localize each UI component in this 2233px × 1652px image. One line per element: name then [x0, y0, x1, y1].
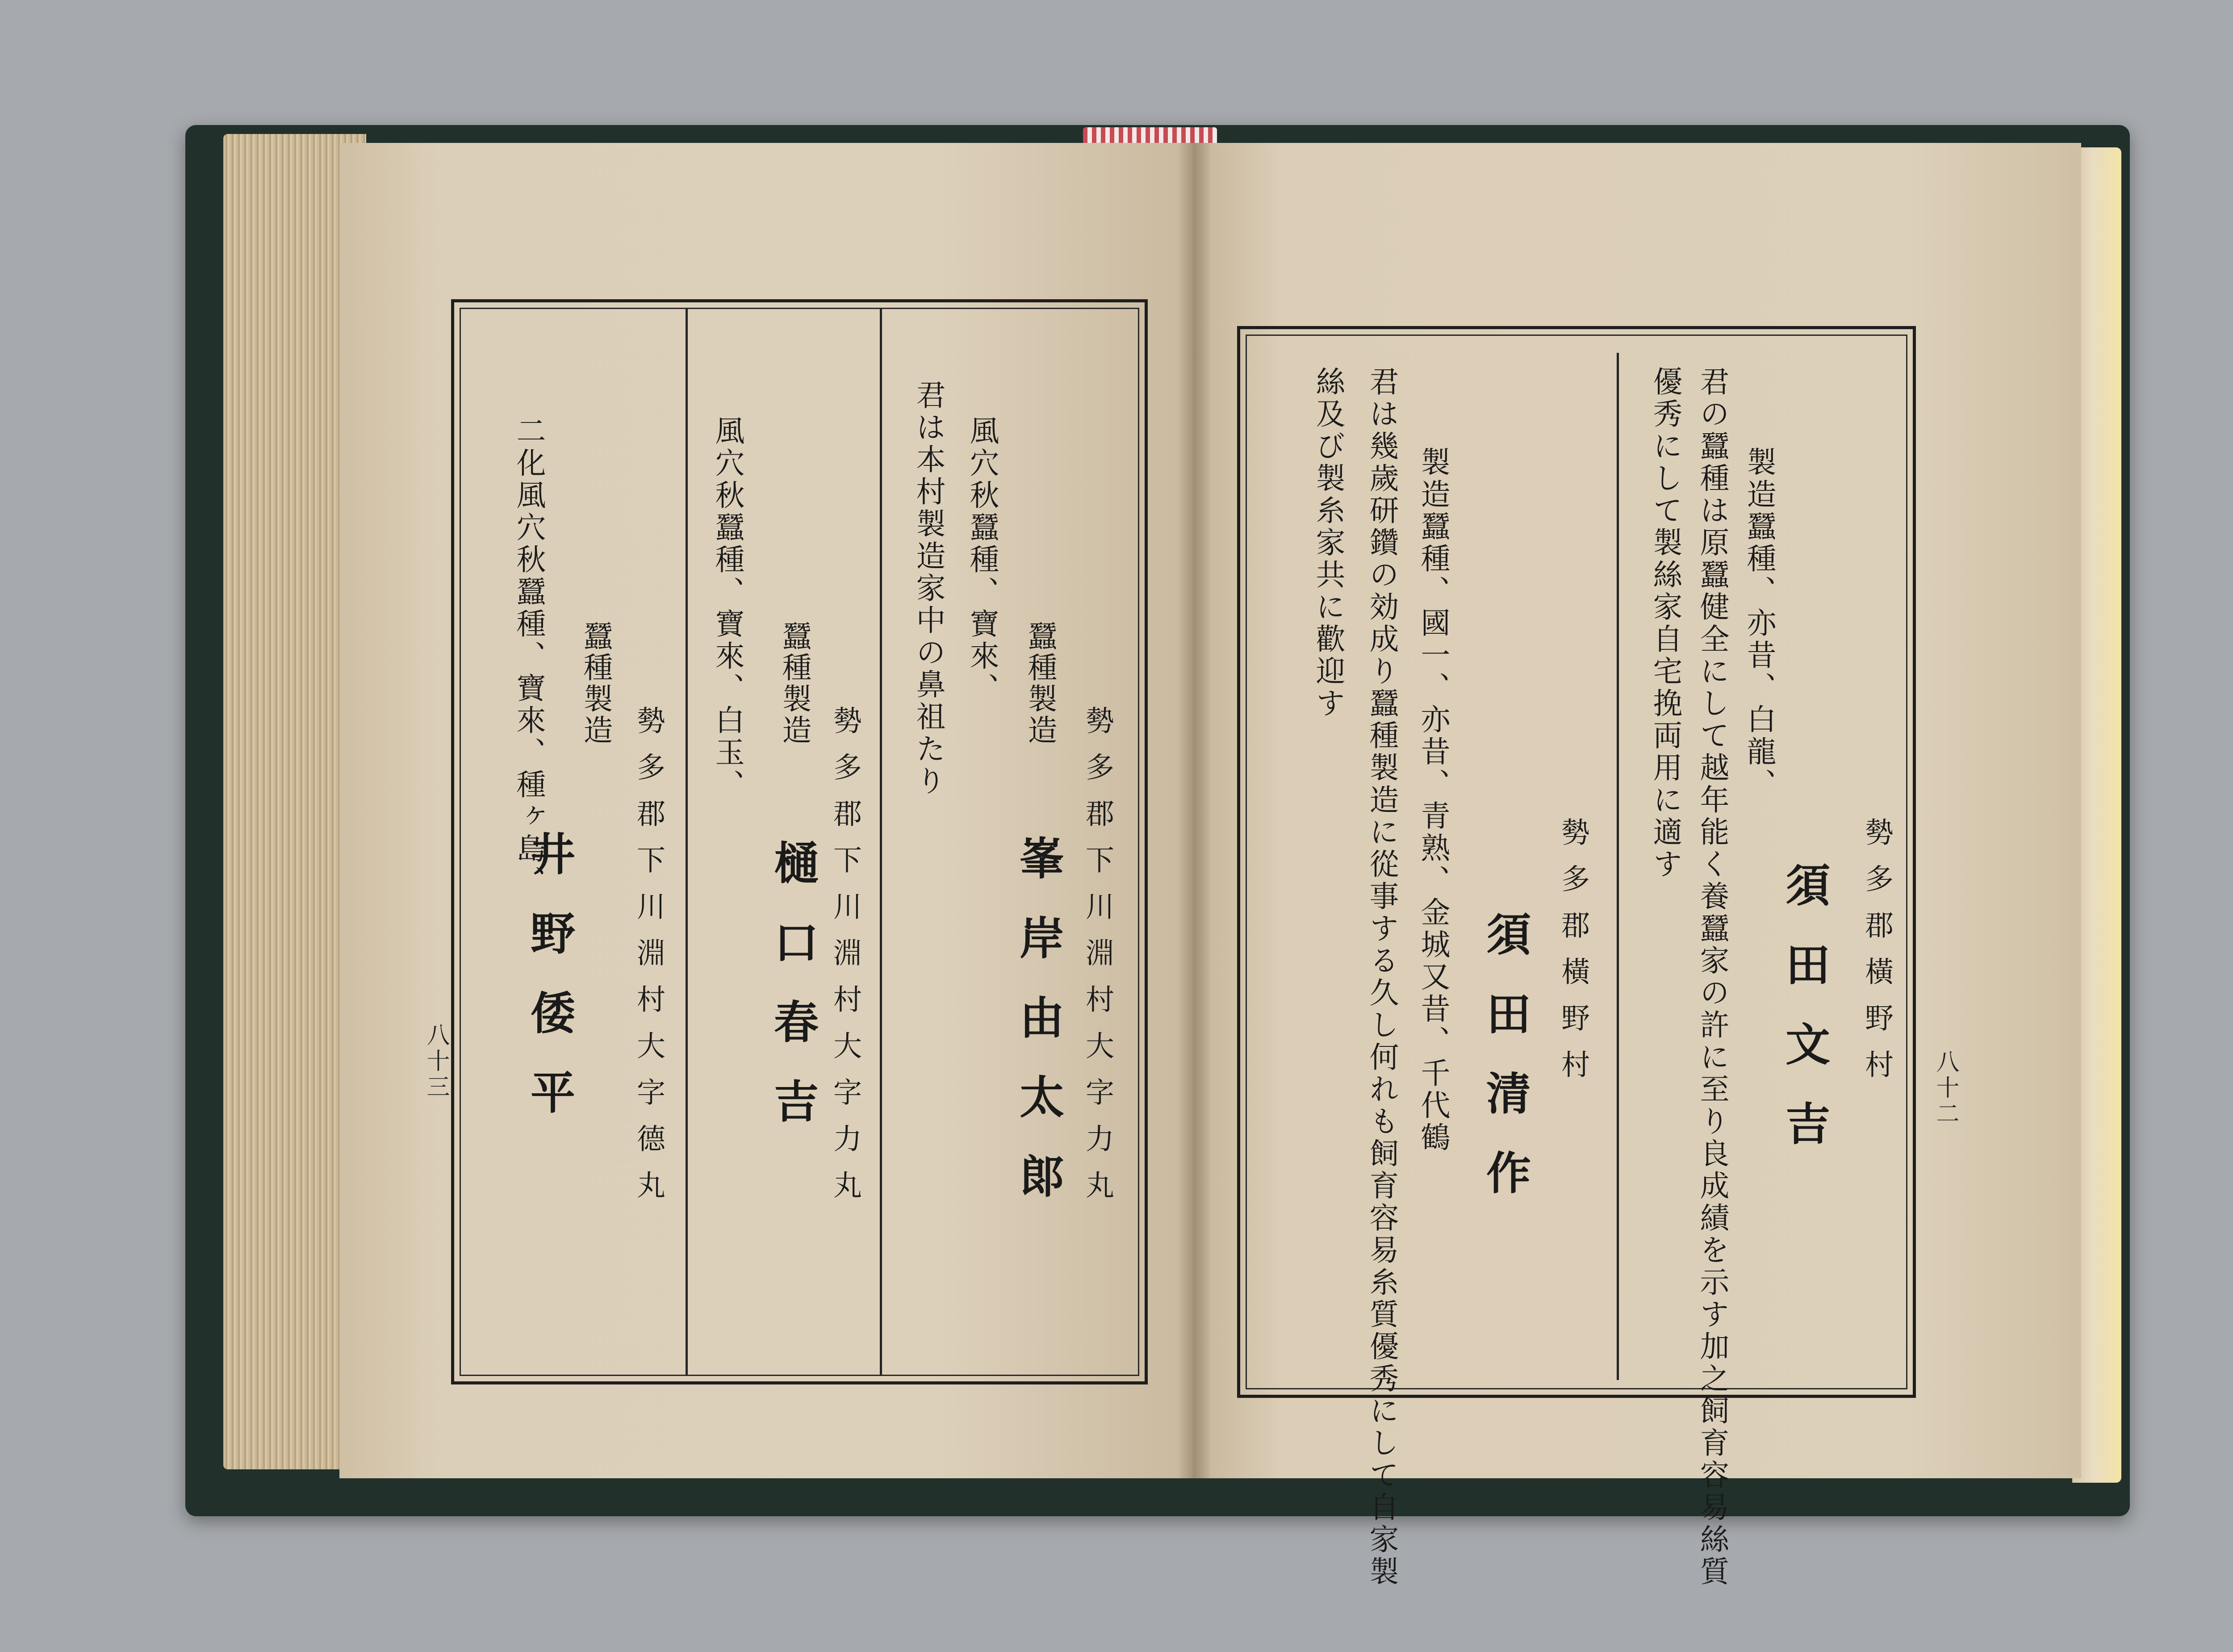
entry-remark-line: 君は幾歲研鑽の効成り蠶種製造に從事する久し何れも飼育容易糸質優秀にして自家製 — [1364, 366, 1399, 1588]
column-divider — [686, 308, 688, 1376]
entry-address: 勢多郡橫野村 — [1860, 817, 1893, 1096]
entry-remark-line: 優秀にして製絲家自宅挽両用に適す — [1648, 366, 1682, 881]
page-number: 八十二 — [1932, 1050, 1959, 1127]
entry-address: 勢多郡下川淵村大字德丸 — [632, 706, 665, 1217]
entry-breeds: 二化風穴秋蠶種、寶來、種ヶ島、 — [511, 415, 546, 898]
column-divider — [880, 308, 882, 1376]
entry-name: 樋口春吉 — [766, 840, 819, 1158]
entry-name: 井野倭平 — [523, 831, 576, 1149]
entry-name: 峯岸由太郞 — [1012, 835, 1065, 1233]
entry-name: 須田文吉 — [1778, 862, 1831, 1180]
book-gutter — [1179, 143, 1210, 1478]
entry-breeds: 製造蠶種、國一、亦昔、青熟、金城又昔、千代鶴 — [1416, 447, 1450, 1154]
entry-title: 蠶種製造 — [777, 621, 811, 746]
entry-remark: 君は本村製造家中の鼻祖たり — [911, 380, 945, 798]
entry-remark-line: 君の蠶種は原蠶健全にして越年能く養蠶家の許に至り良成績を示す加之飼育容易絲質 — [1695, 366, 1729, 1588]
entry-breeds: 風穴秋蠶種、寶來、白玉、 — [710, 415, 744, 801]
entry-title: 蠶種製造 — [578, 621, 613, 746]
entry-remark-line: 絲及び製糸家共に歡迎す — [1311, 366, 1345, 720]
entry-name: 須田清作 — [1479, 911, 1531, 1229]
entry-address: 勢多郡橫野村 — [1556, 817, 1589, 1096]
entry-title: 蠶種製造 — [1023, 621, 1057, 746]
entry-address: 勢多郡下川淵村大字力丸 — [1081, 706, 1114, 1217]
entry-address: 勢多郡下川淵村大字力丸 — [828, 706, 861, 1217]
entry-breeds: 製造蠶種、亦昔、白龍、 — [1742, 447, 1776, 800]
page-number: 八十三 — [422, 1023, 449, 1100]
entry-breeds: 風穴秋蠶種、寶來、 — [965, 415, 999, 705]
column-divider — [1617, 353, 1619, 1380]
